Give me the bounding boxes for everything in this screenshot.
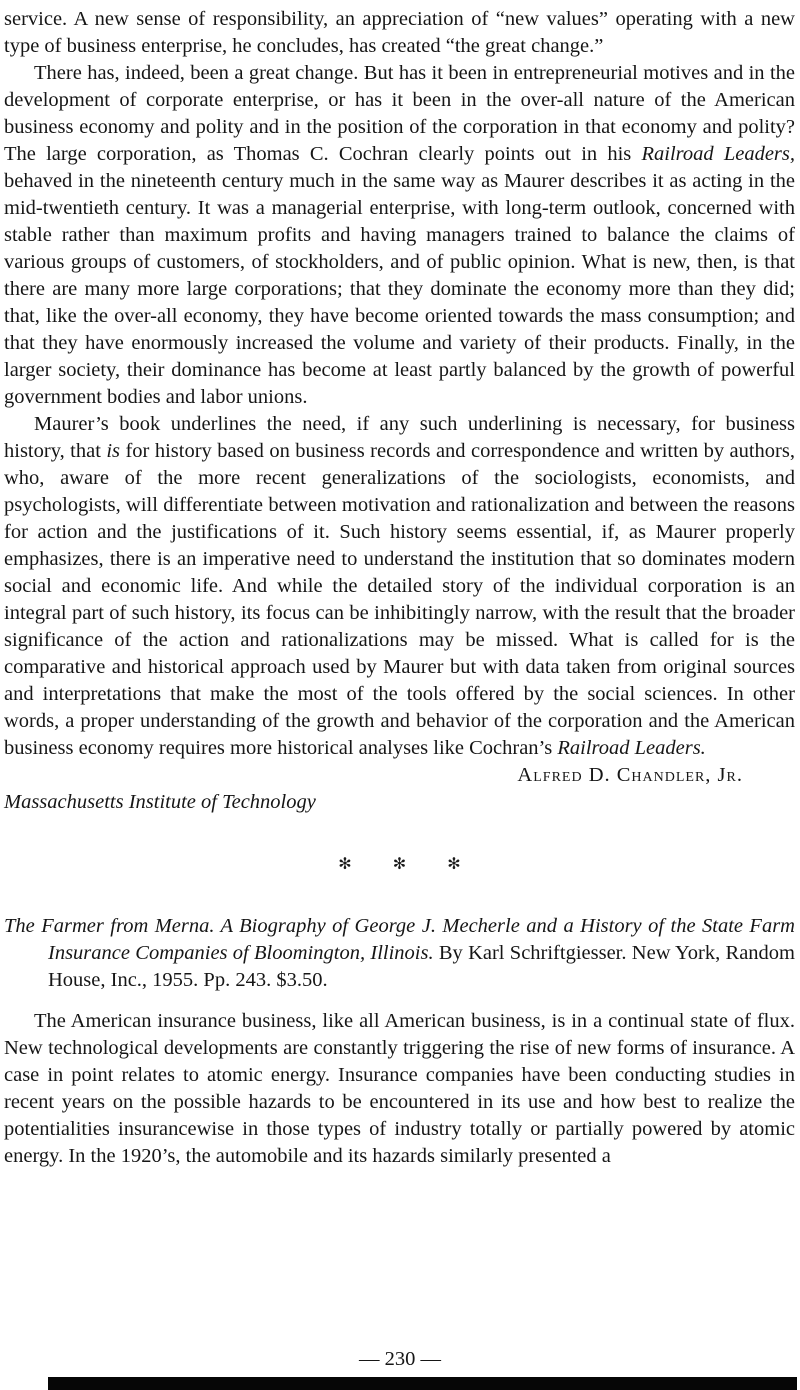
text-segment: The American insurance business, like all American business, is in a continual state of flux. New technological developments are constantly triggering the rise of new forms of insurance. A case in point relates to atomic energy. Insurance companies have been conducting studies in recent years on the possible hazards to be encountered in its use and how best to realize the potentialities insurancewise in those types of industry totally or partially powered by atomic energy. In the 1920’s, the automobile and its hazards similarly presented a [4, 1010, 795, 1167]
review-paragraph [4, 60, 795, 411]
italic-text-segment: Railroad Leaders, [641, 143, 795, 165]
italic-text-segment: Railroad Leaders. [557, 737, 706, 759]
page-number: — 230 — [359, 1348, 441, 1370]
reviewer-signature: Alfred D. Chandler, Jr. [517, 764, 743, 786]
italic-text-segment: is [106, 440, 121, 462]
text-segment: for history based on business records and correspondence and written by authors, who, aware of the more recent generalizations of the sociologists, economists, and psychologists, will differentiate between motivation and rationalization and between the reasons for action and the justifications of it. Such history seems essential, if, as Maurer properly emphasizes, there is an imperative need to understand the institution that so dominates modern social and economic life. And while the detailed story of the individual corporation is an integral part of such history, its focus can be inhibitingly narrow, with the result that the broader significance of the action and rationalizations may be missed. What is called for is the comparative and historical approach used by Maurer but with data taken from original sources and interpretations that make the most of the tools offered by the social sciences. In other words, a proper understanding of the growth and behavior of the corporation and the American business economy requires more historical analyses like Cochran’s [4, 440, 795, 759]
review-paragraph [4, 1008, 795, 1170]
text-segment: behaved in the nineteenth century much in the same way as Maurer describes it as acting in the mid-twentieth century. It was a managerial enterprise, with long-term outlook, concerned with stable rather than maximum profits and having managers trained to balance the claims of various groups of customers, of stockholders, and of public opinion. What is new, then, is that there are many more large corporations; that they dominate the economy more than they did; that, like the over-all economy, they have become oriented towards the mass consumption; and that they have enormously increased the volume and variety of their products. Finally, in the larger society, their dominance has become at least partly balanced by the growth of powerful government bodies and labor unions. [4, 170, 795, 408]
text-segment: Maurer’s book underlines the need, if any such underlining is necessary, for business history, that [4, 413, 795, 462]
text-segment: By Karl Schriftgiesser. New York, Random House, Inc., 1955. Pp. 243. $3.50. [48, 942, 795, 991]
reviewer-affiliation: Massachusetts Institute of Technology [4, 791, 316, 813]
text-segment: There has, indeed, been a great change. But has it been in entrepreneurial motives and in the development of corporate enterprise, or has it been in the over-all nature of the American business economy and polity and in the position of the corporation in that economy and polity? The large corporation, as Thomas C. Cochran clearly points out in his [4, 62, 795, 165]
italic-text-segment: The Farmer from Merna. A Biography of George J. Mecherle and a History of the State Farm Insurance Companies of Bloomington, Illinois. [4, 915, 795, 964]
book-citation [4, 913, 795, 994]
review-paragraph [4, 411, 795, 762]
text-segment: service. A new sense of responsibility, an appreciation of “new values” operating with a new type of business enterprise, he concludes, has created “the great change.” [4, 8, 795, 57]
review-paragraph-continuation [4, 6, 795, 60]
scan-artifact-bar [48, 1377, 797, 1390]
page-body [4, 6, 795, 1170]
ornament-separator: ✻ ✻ ✻ [338, 854, 461, 873]
